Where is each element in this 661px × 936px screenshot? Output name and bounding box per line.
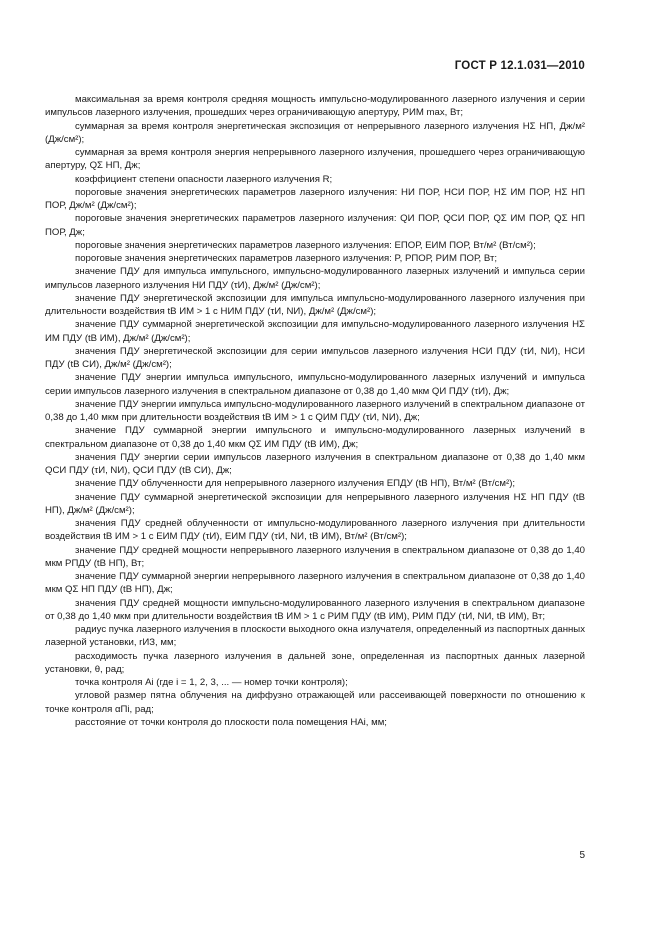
- paragraph: значение ПДУ суммарной энергетической экспозиции для импульсно-модулированного лазерного излучения HΣ ИМ ПДУ (tВ ИМ), Дж/м² (Дж/см²);: [45, 319, 585, 344]
- paragraph: значение ПДУ облученности для непрерывного лазерного излучения EПДУ (tВ НП), Вт/м² (Вт/см²);: [75, 478, 516, 490]
- paragraph: максимальная за время контроля средняя мощность импульсно-модулированного лазерного излучения и серии импульсов лазерного излучения, прошедших через ограничивающую апертуру, PИМ max, Вт;: [45, 94, 585, 119]
- paragraph: угловой размер пятна облучения на диффузно отражающей или рассеивающей поверхности по отношению к точке контроля αПi, рад;: [45, 690, 585, 715]
- paragraph: значения ПДУ энергетической экспозиции для серии импульсов лазерного излучения HСИ ПДУ (τИ, NИ), HСИ ПДУ (tВ СИ), Дж/м² (Дж/см²);: [45, 345, 585, 370]
- document-body: [45, 93, 585, 729]
- paragraph: значение ПДУ энергии импульса импульсно-модулированного лазерного излучений в спектральном диапазоне от 0,38 до 1,40 мкм при длительности воздействия tВ ИМ > 1 с QИМ ПДУ (τИ, NИ), Дж;: [45, 398, 585, 423]
- paragraph: коэффициент степени опасности лазерного излучения R;: [75, 173, 333, 185]
- paragraph: точка контроля Ai (где i = 1, 2, 3, ... — номер точки контроля);: [75, 677, 348, 688]
- paragraph: значение ПДУ энергетической экспозиции для импульса импульсно-модулированного лазерного излучения при длительности воздействия tВ ИМ > 1 с HИМ ПДУ (τИ, NИ), Дж/м² (Дж/см²);: [45, 292, 585, 317]
- paragraph: пороговые значения энергетических параметров лазерного излучения: HИ ПОР, HСИ ПОР, HΣ ИМ ПОР, HΣ НП ПОР, Дж/м² (Дж/см²);: [45, 186, 585, 211]
- paragraph: пороговые значения энергетических параметров лазерного излучения: EПОР, EИМ ПОР, Вт/м² (Вт/см²);: [75, 239, 536, 251]
- paragraph: значение ПДУ суммарной энергии импульсного и импульсно-модулированного лазерных излучений в спектральном диапазоне от 0,38 до 1,40 мкм QΣ ИМ ПДУ (tВ ИМ), Дж;: [45, 425, 585, 450]
- paragraph: суммарная за время контроля энергетическая экспозиция от непрерывного лазерного излучения HΣ НП, Дж/м² (Дж/см²);: [45, 120, 585, 145]
- paragraph: значение ПДУ средней мощности непрерывного лазерного излучения в спектральном диапазоне от 0,38 до 1,40 мкм PПДУ (tВ НП), Вт;: [45, 544, 585, 569]
- paragraph: значения ПДУ энергии серии импульсов лазерного излучения в спектральном диапазоне от 0,38 до 1,40 мкм QСИ ПДУ (τИ, NИ), QСИ ПДУ (tВ СИ), Дж;: [45, 451, 585, 476]
- paragraph: радиус пучка лазерного излучения в плоскости выходного окна излучателя, определенный из паспортных данных лазерной установки, rИЗ, мм;: [45, 624, 585, 649]
- paragraph: значение ПДУ суммарной энергии непрерывного лазерного излучения в спектральном диапазоне от 0,38 до 1,40 мкм QΣ НП ПДУ (tВ НП), Дж;: [45, 571, 585, 596]
- paragraph: пороговые значения энергетических параметров лазерного излучения: QИ ПОР, QСИ ПОР, QΣ ИМ ПОР, QΣ НП ПОР, Дж;: [45, 213, 585, 238]
- paragraph: значение ПДУ для импульса импульсного, импульсно-модулированного лазерных излучений и импульса серии импульсов лазерного излучения HИ ПДУ (τИ), Дж/м² (Дж/см²);: [45, 266, 585, 291]
- paragraph: значение ПДУ суммарной энергетической экспозиции для непрерывного лазерного излучения HΣ НП ПДУ (tВ НП), Дж/м² (Дж/см²);: [45, 491, 585, 516]
- document-header: ГОСТ Р 12.1.031—2010: [454, 60, 585, 72]
- paragraph: значения ПДУ средней мощности импульсно-модулированного лазерного излучения в спектральном диапазоне от 0,38 до 1,40 мкм при длительности воздействия tВ ИМ > 1 с PИМ ПДУ (tВ ИМ), PИМ ПДУ (τИ, NИ, tВ ИМ), Вт;: [45, 597, 585, 622]
- paragraph: расстояние от точки контроля до плоскости пола помещения HAi, мм;: [75, 716, 387, 728]
- paragraph: значение ПДУ энергии импульса импульсного, импульсно-модулированного лазерных излучений и импульса серии импульсов лазерного излучения в спектральном диапазоне от 0,38 до 1,40 мкм QИ ПДУ (τИ), Дж;: [45, 372, 585, 397]
- paragraph: расходимость пучка лазерного излучения в дальней зоне, определенная из паспортных данных лазерной установки, θ, рад;: [45, 650, 585, 675]
- page-number: 5: [579, 850, 585, 861]
- paragraph: суммарная за время контроля энергия непрерывного лазерного излучения, прошедшего через ограничивающую апертуру, QΣ НП, Дж;: [45, 147, 585, 172]
- paragraph: значения ПДУ средней облученности от импульсно-модулированного лазерного излучения при длительности воздействия tВ ИМ > 1 с EИМ ПДУ (τИ), EИМ ПДУ (τИ, NИ, tВ ИМ), Вт/м² (Вт/см²);: [45, 518, 585, 543]
- paragraph: пороговые значения энергетических параметров лазерного излучения: P, PПОР, PИМ ПОР, Вт;: [75, 253, 498, 264]
